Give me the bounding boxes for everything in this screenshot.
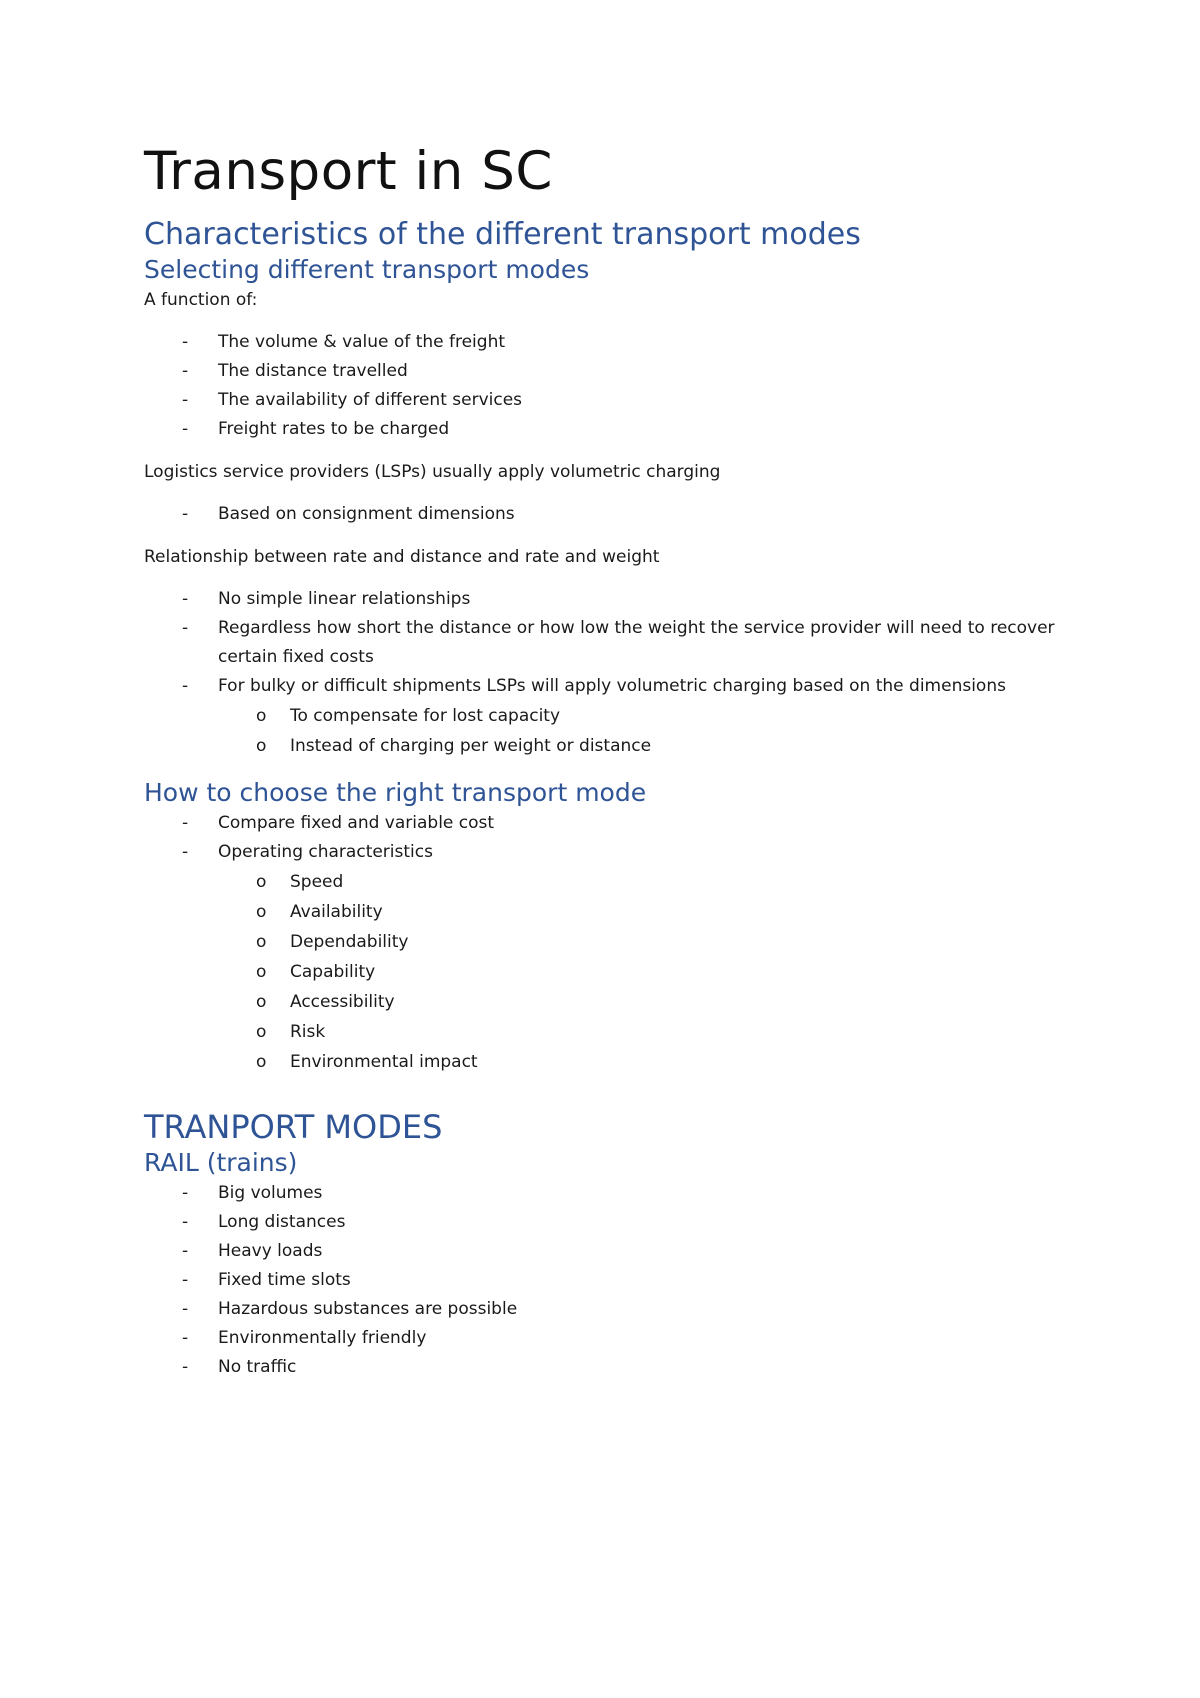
list-item: - Heavy loads xyxy=(144,1237,1064,1266)
heading-choose-mode: How to choose the right transport mode xyxy=(144,778,647,807)
list-item: - Big volumes xyxy=(144,1179,1064,1208)
heading-transport-modes: TRANPORT MODES xyxy=(144,1108,443,1146)
circle-bullet: o xyxy=(256,932,267,952)
list-item: o Availability xyxy=(217,897,1064,927)
list-item: - Compare fixed and variable cost xyxy=(144,809,1064,838)
circle-bullet: o xyxy=(256,902,267,922)
list-item: - For bulky or difficult shipments LSPs will apply volumetric charging based on the dimensions xyxy=(144,672,1064,701)
lsp-paragraph: Logistics service providers (LSPs) usually apply volumetric charging xyxy=(144,462,721,482)
rail-list xyxy=(144,1179,1064,1382)
dash-bullet: - xyxy=(182,390,189,410)
subheading-selecting-modes: Selecting different transport modes xyxy=(144,255,590,284)
circle-bullet: o xyxy=(256,736,267,756)
list-item: - The distance travelled xyxy=(144,357,1064,386)
dash-bullet: - xyxy=(182,504,189,524)
list-item: - Freight rates to be charged xyxy=(144,415,1064,444)
subheading-rail: RAIL (trains) xyxy=(144,1148,298,1177)
circle-bullet: o xyxy=(256,872,267,892)
dash-bullet: - xyxy=(182,1212,189,1232)
circle-bullet: o xyxy=(256,1052,267,1072)
list-item: o Capability xyxy=(217,957,1064,987)
dash-bullet: - xyxy=(182,1241,189,1261)
list-item: - Long distances xyxy=(144,1208,1064,1237)
relationship-paragraph: Relationship between rate and distance and rate and weight xyxy=(144,547,660,567)
list-item: - Based on consignment dimensions xyxy=(144,500,1064,529)
relationship-sublist xyxy=(144,701,1064,761)
dash-bullet: - xyxy=(182,676,189,696)
circle-bullet: o xyxy=(256,992,267,1012)
list-item: - Environmentally friendly xyxy=(144,1324,1064,1353)
relationship-list xyxy=(144,585,1064,701)
dash-bullet: - xyxy=(182,332,189,352)
heading-characteristics: Characteristics of the different transport modes xyxy=(144,217,861,252)
list-item: - Regardless how short the distance or how low the weight the service provider will need to recover certain fixed costs xyxy=(144,614,1064,672)
list-item: - Hazardous substances are possible xyxy=(144,1295,1064,1324)
dash-bullet: - xyxy=(182,618,189,638)
dash-bullet: - xyxy=(182,1328,189,1348)
list-item: o Instead of charging per weight or distance xyxy=(217,731,1064,761)
dash-bullet: - xyxy=(182,1357,189,1377)
dash-bullet: - xyxy=(182,419,189,439)
list-item: - Operating characteristics xyxy=(144,838,1064,867)
intro-paragraph: A function of: xyxy=(144,290,258,310)
document-title: Transport in SC xyxy=(144,141,553,202)
circle-bullet: o xyxy=(256,706,267,726)
lsp-list xyxy=(144,500,1064,529)
list-item: o Risk xyxy=(217,1017,1064,1047)
list-item: o To compensate for lost capacity xyxy=(217,701,1064,731)
list-item: o Accessibility xyxy=(217,987,1064,1017)
list-item: - Fixed time slots xyxy=(144,1266,1064,1295)
choose-list xyxy=(144,809,1064,867)
list-item: - No traffic xyxy=(144,1353,1064,1382)
list-item: o Dependability xyxy=(217,927,1064,957)
circle-bullet: o xyxy=(256,962,267,982)
list-item: - The availability of different services xyxy=(144,386,1064,415)
list-item: - The volume & value of the freight xyxy=(144,328,1064,357)
function-list xyxy=(144,328,1064,444)
list-item: - No simple linear relationships xyxy=(144,585,1064,614)
dash-bullet: - xyxy=(182,1183,189,1203)
list-item: o Speed xyxy=(217,867,1064,897)
list-item: o Environmental impact xyxy=(217,1047,1064,1077)
dash-bullet: - xyxy=(182,361,189,381)
dash-bullet: - xyxy=(182,813,189,833)
characteristics-sublist xyxy=(144,867,1064,1077)
dash-bullet: - xyxy=(182,589,189,609)
dash-bullet: - xyxy=(182,842,189,862)
document-page xyxy=(144,140,1064,1382)
dash-bullet: - xyxy=(182,1270,189,1290)
dash-bullet: - xyxy=(182,1299,189,1319)
circle-bullet: o xyxy=(256,1022,267,1042)
